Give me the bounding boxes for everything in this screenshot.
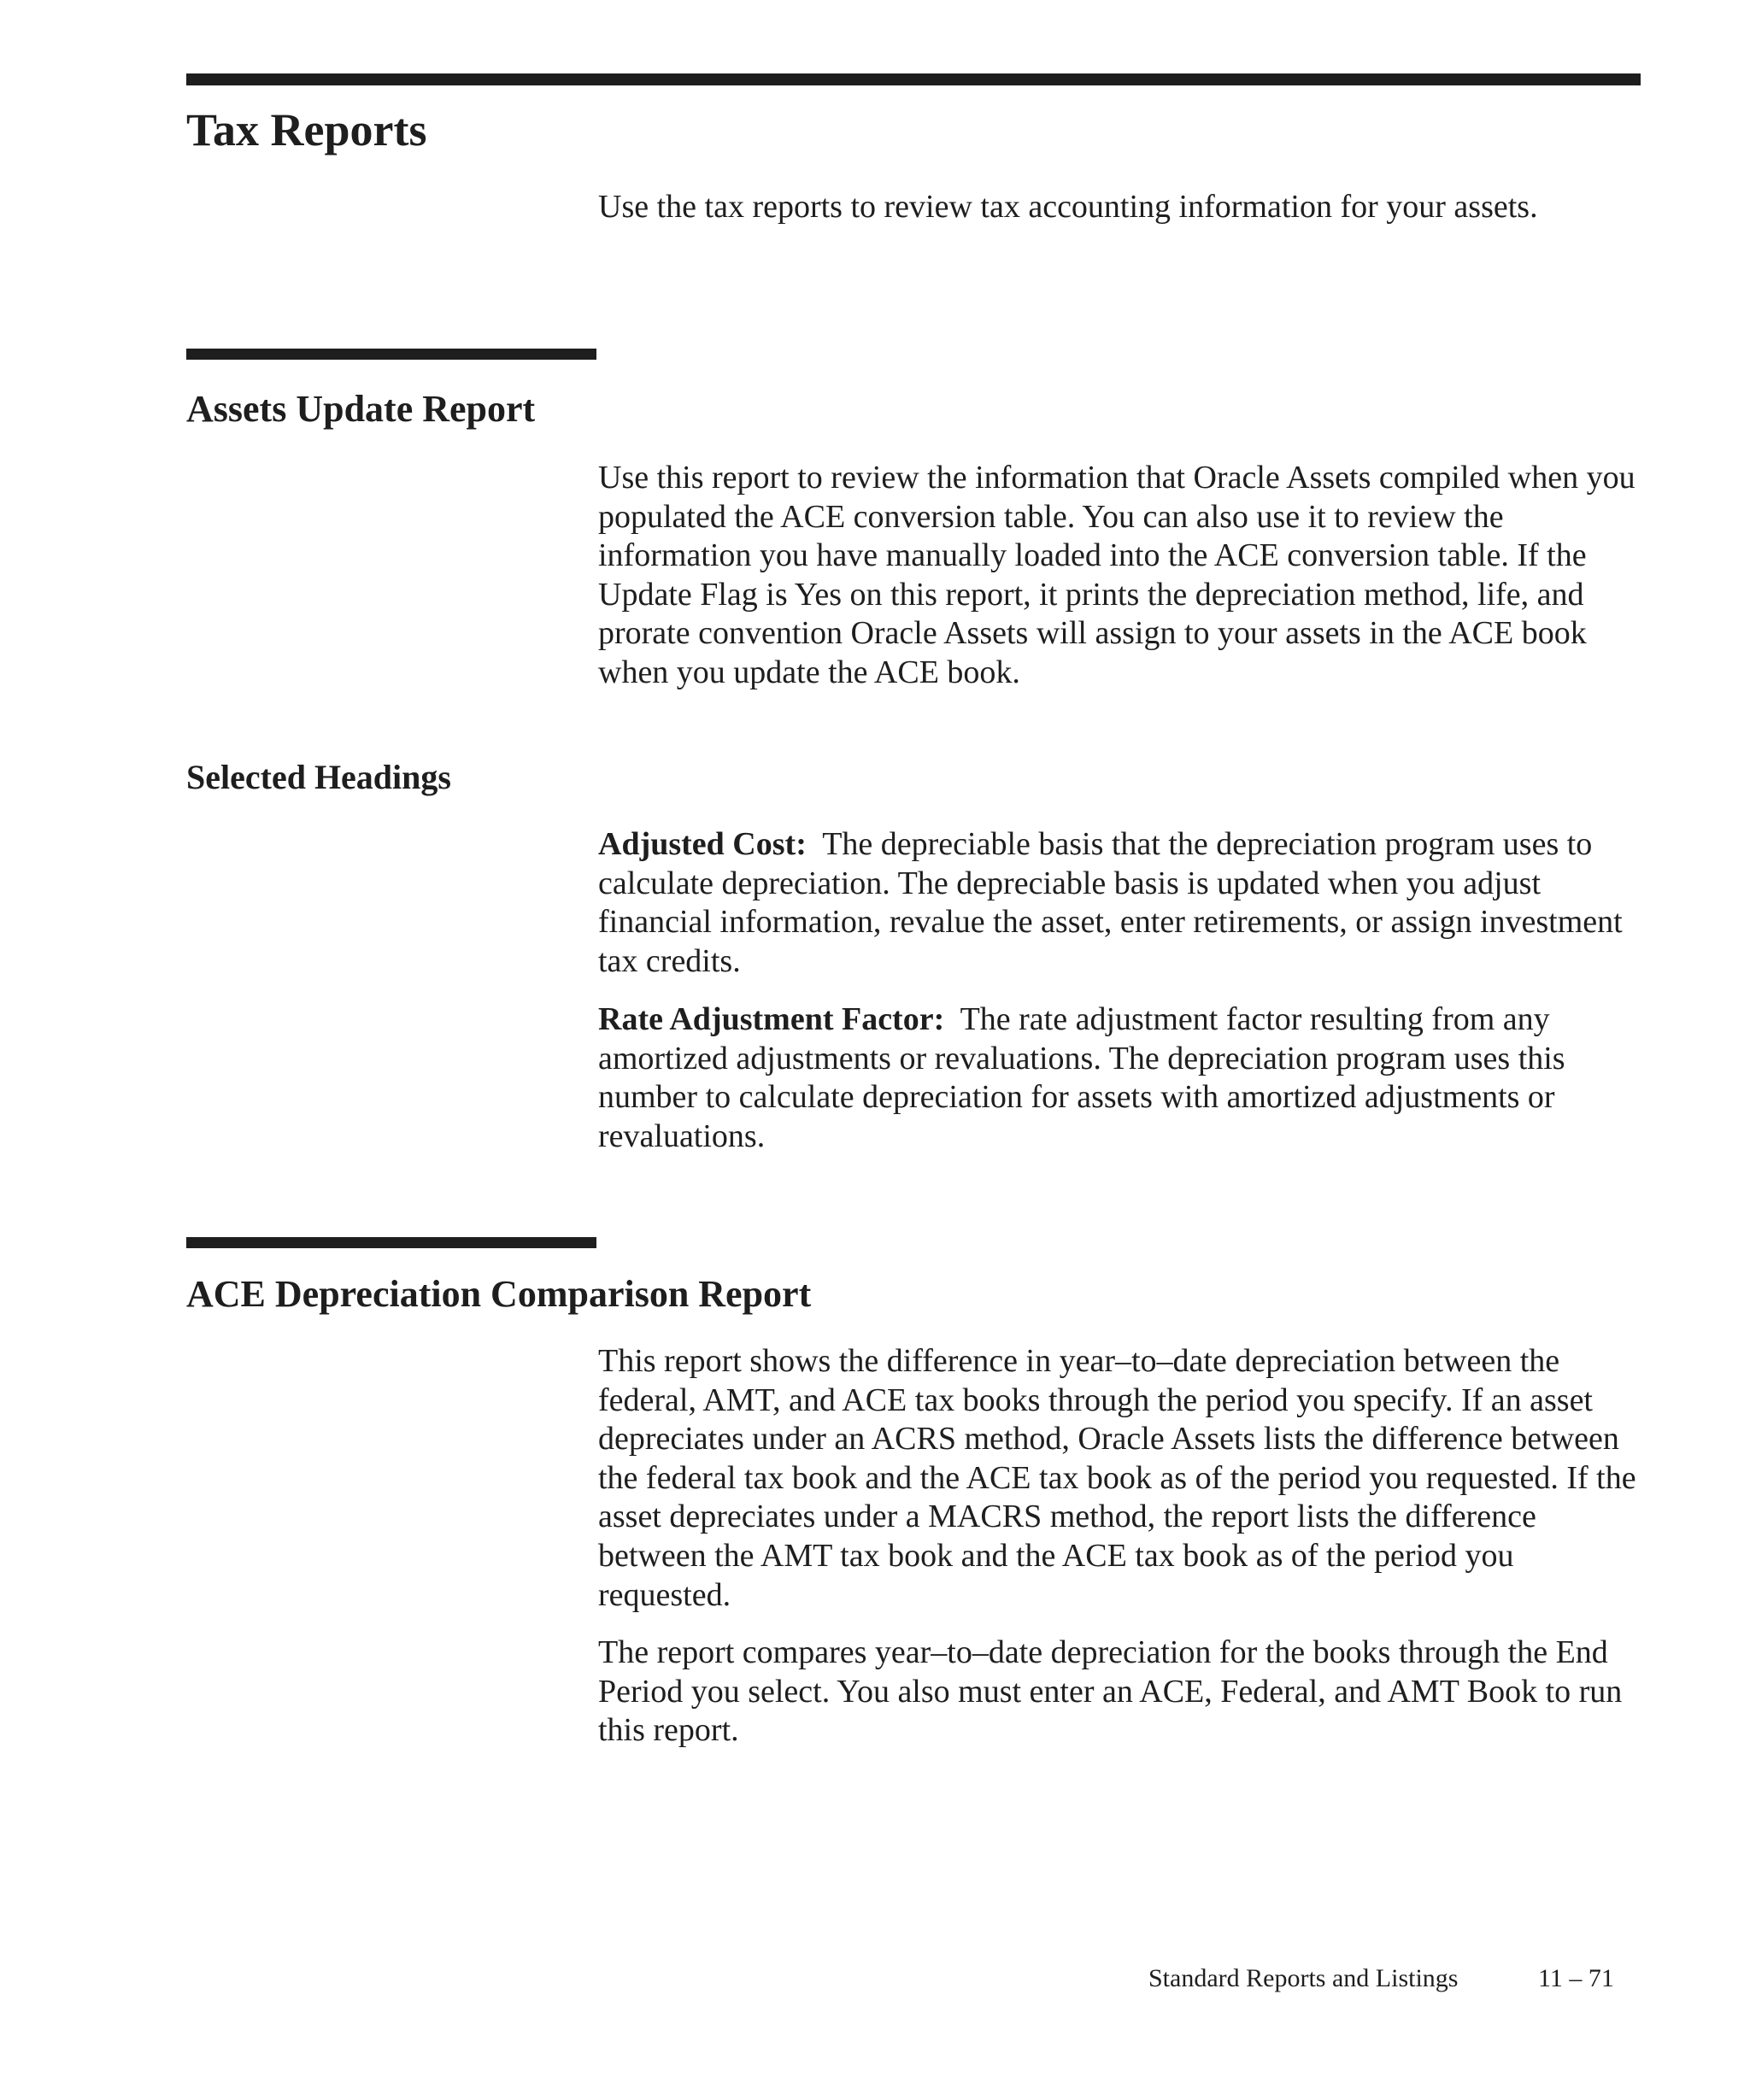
heading-definition-adjusted-cost [598,825,1649,981]
page-title: Tax Reports [186,104,427,155]
section-rule-ace-comparison [186,1237,596,1248]
heading-definition-rate-adjustment-factor [598,1000,1649,1156]
ace-report-paragraph: This report shows the difference in year–to–date depreciation between the federal, AMT, and ACE tax books through the period you specify. If an asset depreciates under an ACRS method, Oracle Assets lists the difference between the federal tax book and the ACE tax book as of the period you requested. If the asset depreciates under a MACRS method, the report lists the difference between the AMT tax book and the ACE tax book as of the period you requested. [598,1343,1636,1613]
ace-report-paragraph: The report compares year–to–date depreciation for the books through the End Period you select. You also must enter an ACE, Federal, and AMT Book to run this report. [598,1634,1623,1749]
assets-update-report-body: Use this report to review the information that Oracle Assets compiled when you populated the ACE conversion table. You can also use it to review the information you have manually loaded into the ACE conversion table. If the Update Flag is Yes on this report, it prints the depreciation method, life, and prorate convention Oracle Assets will assign to your assets in the ACE book when you update the ACE book. [598,460,1635,690]
top-rule [186,73,1641,85]
section-rule-assets-update [186,349,596,360]
footer-page-number: 11 – 71 [1538,1964,1614,1992]
heading-term: Adjusted Cost: [598,826,807,862]
heading-description: The depreciable basis that the depreciation program uses to calculate depreciation. The depreciable basis is updated when you adjust financial information, revalue the asset, enter retirements, or assign investment tax credits. [598,826,1623,979]
heading-term: Rate Adjustment Factor: [598,1001,945,1037]
selected-headings-heading: Selected Headings [186,758,451,796]
assets-update-report-heading: Assets Update Report [186,388,536,430]
heading-description: The rate adjustment factor resulting from any amortized adjustments or revaluations. The depreciation program uses this number to calculate depreciation for assets with amortized adjustments or revaluations. [598,1001,1565,1154]
ace-depreciation-comparison-report-heading: ACE Depreciation Comparison Report [186,1273,812,1315]
tax-reports-intro: Use the tax reports to review tax accounting information for your assets. [598,189,1538,225]
footer-section-title: Standard Reports and Listings [1148,1964,1459,1992]
